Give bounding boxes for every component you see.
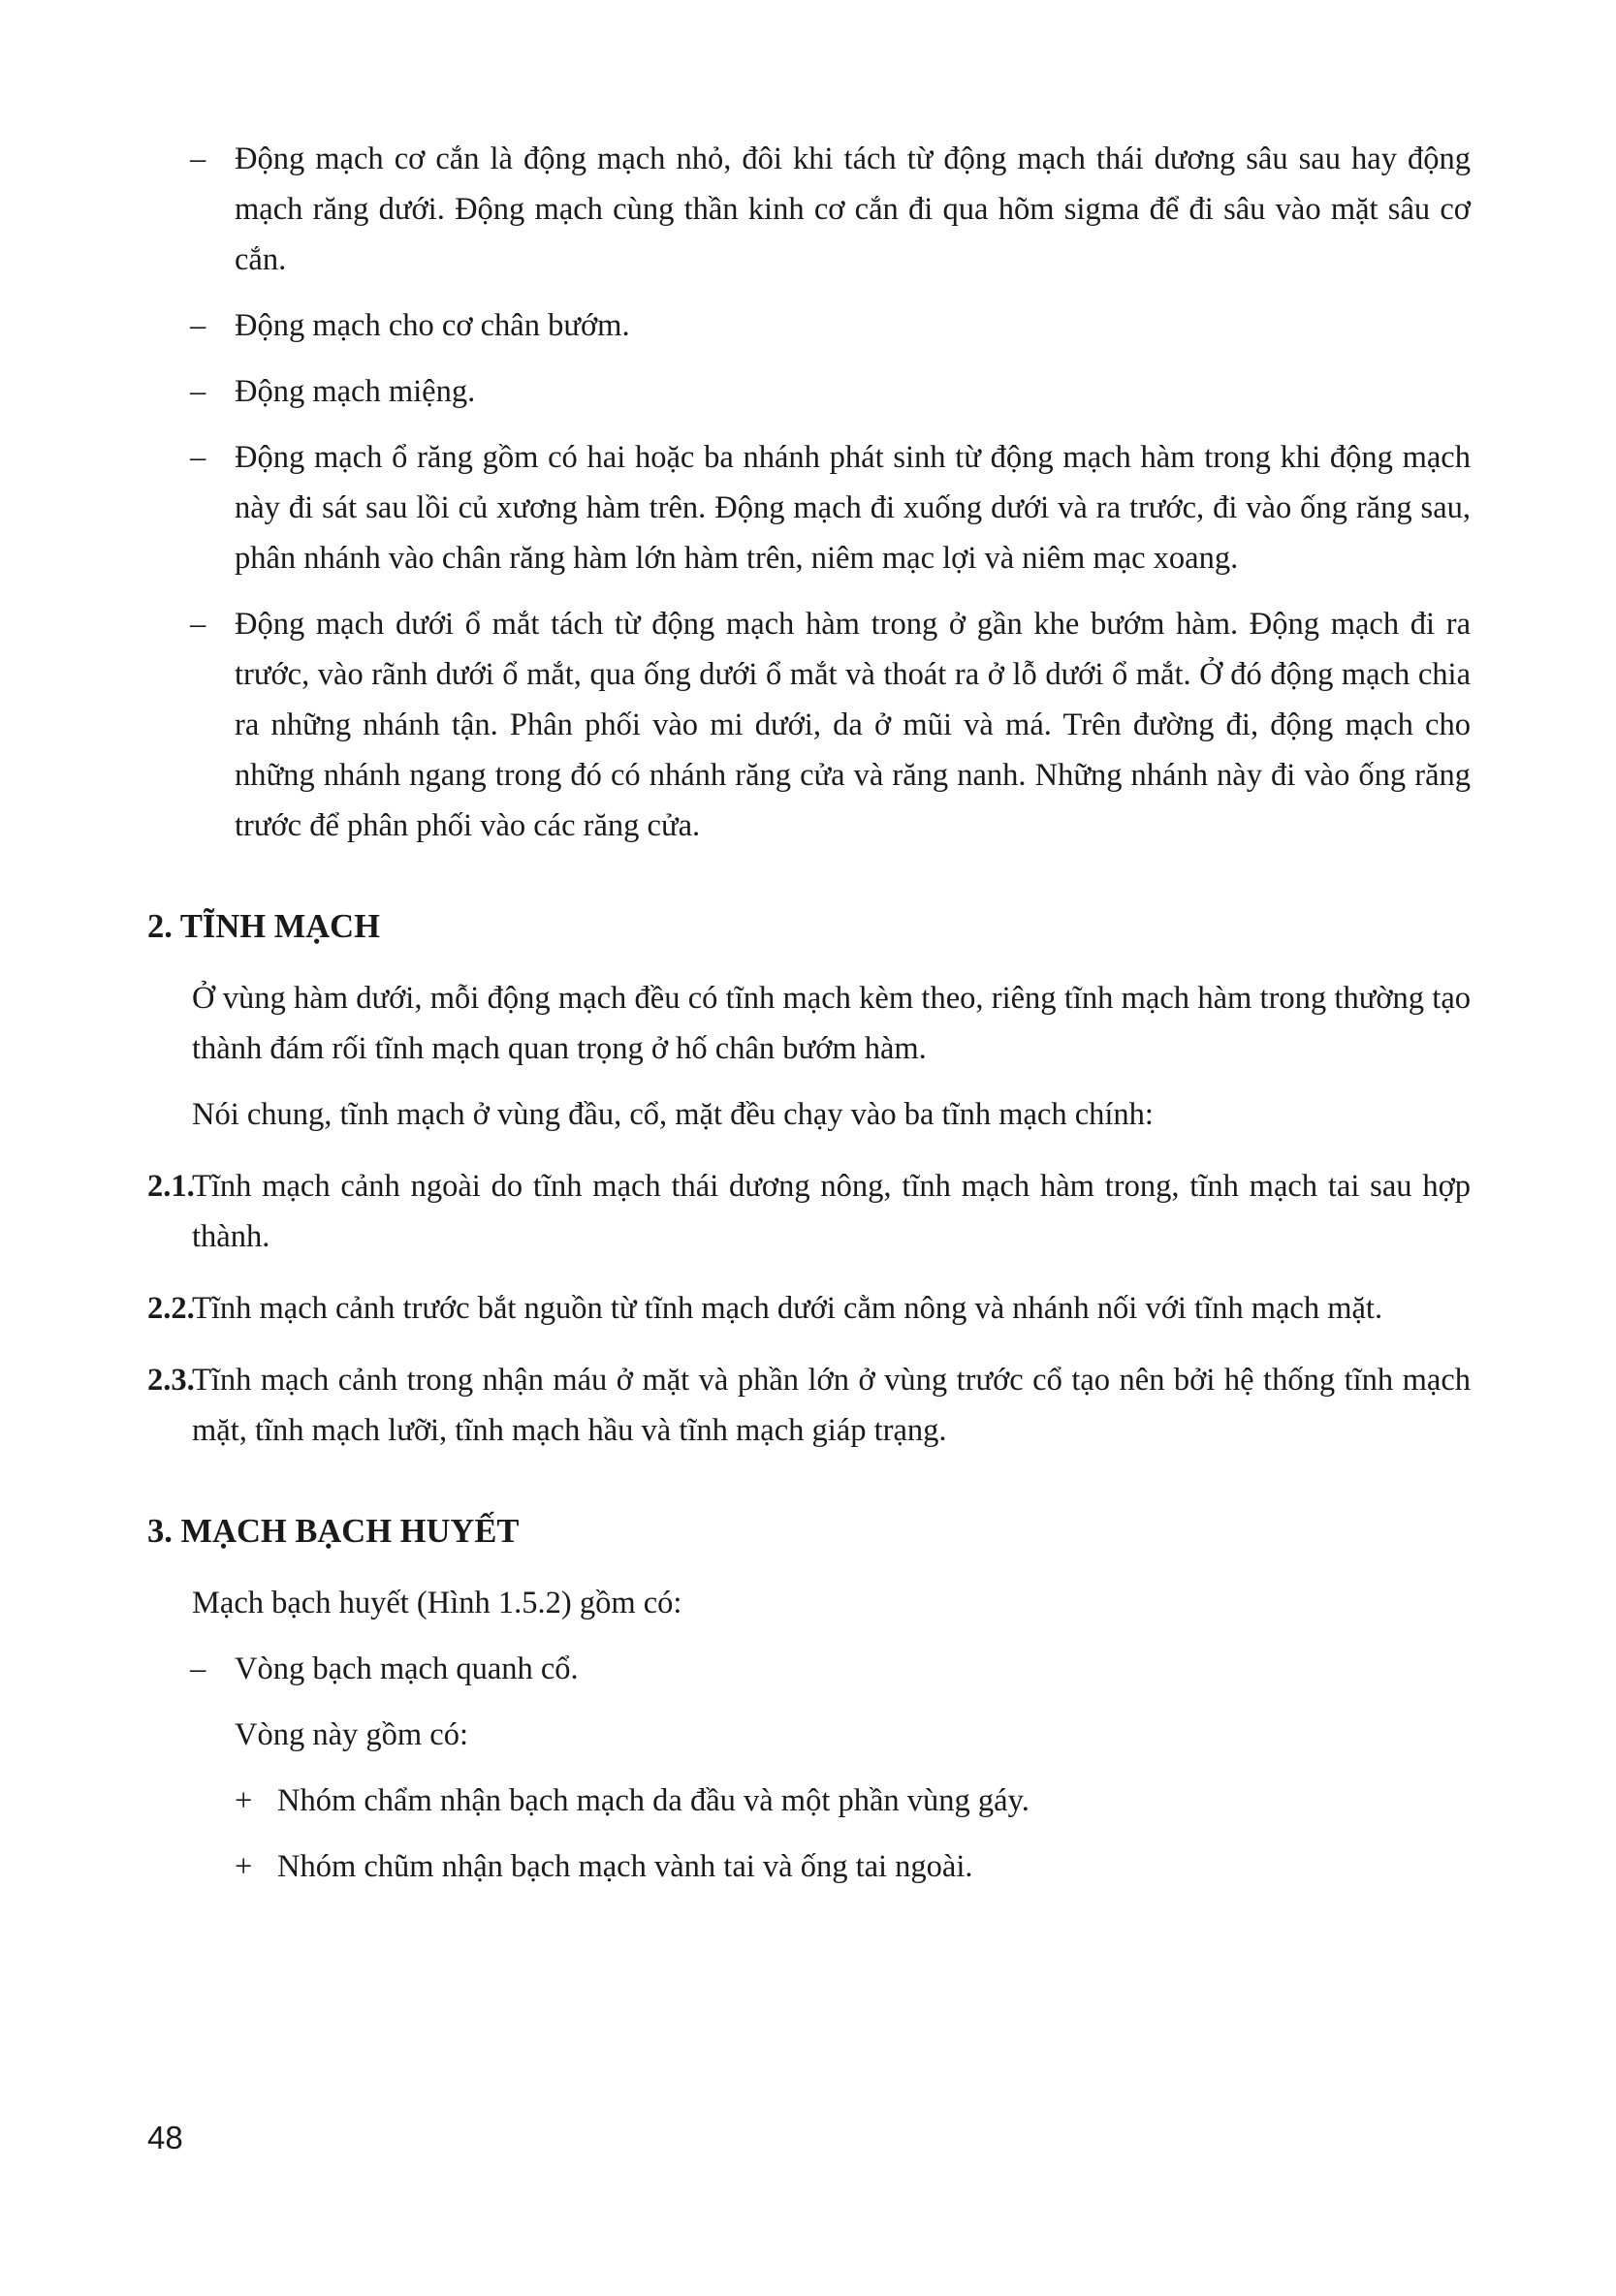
list-item-text: Nhóm chẩm nhận bạch mạch da đầu và một phần vùng gáy. <box>277 1783 1030 1818</box>
dash-bullet: – <box>190 440 206 475</box>
paragraph: Mạch bạch huyết (Hình 1.5.2) gồm có: <box>192 1586 682 1620</box>
list-item-text: Vòng bạch mạch quanh cổ. <box>235 1651 579 1686</box>
dash-bullet: – <box>190 607 206 642</box>
list-item <box>147 366 1471 417</box>
section-heading-veins: 2. TĨNH MẠCH <box>147 908 380 945</box>
list-item-text: Nhóm chũm nhận bạch mạch vành tai và ống tai ngoài. <box>277 1849 973 1884</box>
list-item-text: Động mạch cho cơ chân bướm. <box>235 308 630 343</box>
list-item <box>147 1644 1471 1694</box>
dash-bullet: – <box>190 374 206 409</box>
page-content <box>147 134 1471 1892</box>
numbered-item <box>147 1161 1471 1262</box>
numbered-item <box>147 1283 1471 1334</box>
numbered-item-text: Tĩnh mạch cảnh trong nhận máu ở mặt và phần lớn ở vùng trước cổ tạo nên bởi hệ thống tĩnh mạch mặt, tĩnh mạch lưỡi, tĩnh mạch hầu và tĩnh mạch giáp trạng. <box>192 1363 1471 1448</box>
plus-bullet: + <box>235 1783 253 1818</box>
list-item <box>147 599 1471 851</box>
list-item-text: Động mạch cơ cắn là động mạch nhỏ, đôi khi tách từ động mạch thái dương sâu sau hay động mạch răng dưới. Động mạch cùng thần kinh cơ cắn đi qua hõm sigma để đi sâu vào mặt sâu cơ cắn. <box>235 142 1471 277</box>
page-number: 48 <box>147 2120 183 2155</box>
list-item-text: Động mạch dưới ổ mắt tách từ động mạch hàm trong ở gần khe bướm hàm. Động mạch đi ra trước, vào rãnh dưới ổ mắt, qua ống dưới ổ mắt và thoát ra ở lỗ dưới ổ mắt. Ở đó động mạch chia ra những nhánh tận. Phân phối vào mi dưới, da ở mũi và má. Trên đường đi, động mạch cho những nhánh ngang trong đó có nhánh răng cửa và răng nanh. Những nhánh này đi vào ống răng trước để phân phối vào các răng cửa. <box>235 607 1471 843</box>
item-number: 2.3. <box>147 1363 195 1398</box>
item-number: 2.1. <box>147 1169 195 1204</box>
numbered-item <box>147 1355 1471 1456</box>
section-heading-lymph: 3. MẠCH BẠCH HUYẾT <box>147 1513 520 1550</box>
list-item-text: Động mạch ổ răng gồm có hai hoặc ba nhánh phát sinh từ động mạch hàm trong khi động mạch này đi sát sau lồi củ xương hàm trên. Động mạch đi xuống dưới và ra trước, đi vào ống răng sau, phân nhánh vào chân răng hàm lớn hàm trên, niêm mạc lợi và niêm mạc xoang. <box>235 440 1471 576</box>
dash-bullet: – <box>190 308 206 343</box>
item-number: 2.2. <box>147 1291 195 1326</box>
dash-bullet: – <box>190 1651 206 1686</box>
artery-list <box>147 134 1471 851</box>
list-item <box>147 1776 1471 1826</box>
list-item <box>147 1841 1471 1892</box>
list-item <box>147 134 1471 285</box>
numbered-item-text: Tĩnh mạch cảnh trước bắt nguồn từ tĩnh mạch dưới cằm nông và nhánh nối với tĩnh mạch mặt. <box>192 1291 1383 1326</box>
dash-bullet: – <box>190 142 206 176</box>
paragraph: Ở vùng hàm dưới, mỗi động mạch đều có tĩnh mạch kèm theo, riêng tĩnh mạch hàm trong thường tạo thành đám rối tĩnh mạch quan trọng ở hố chân bướm hàm. <box>192 981 1471 1066</box>
paragraph: Nói chung, tĩnh mạch ở vùng đầu, cổ, mặt đều chạy vào ba tĩnh mạch chính: <box>192 1097 1154 1132</box>
sub-paragraph: Vòng này gồm có: <box>235 1717 469 1752</box>
plus-bullet: + <box>235 1849 253 1884</box>
list-item <box>147 300 1471 351</box>
numbered-item-text: Tĩnh mạch cảnh ngoài do tĩnh mạch thái dương nông, tĩnh mạch hàm trong, tĩnh mạch tai sau hợp thành. <box>192 1169 1471 1254</box>
list-item-text: Động mạch miệng. <box>235 374 476 409</box>
list-item <box>147 432 1471 583</box>
